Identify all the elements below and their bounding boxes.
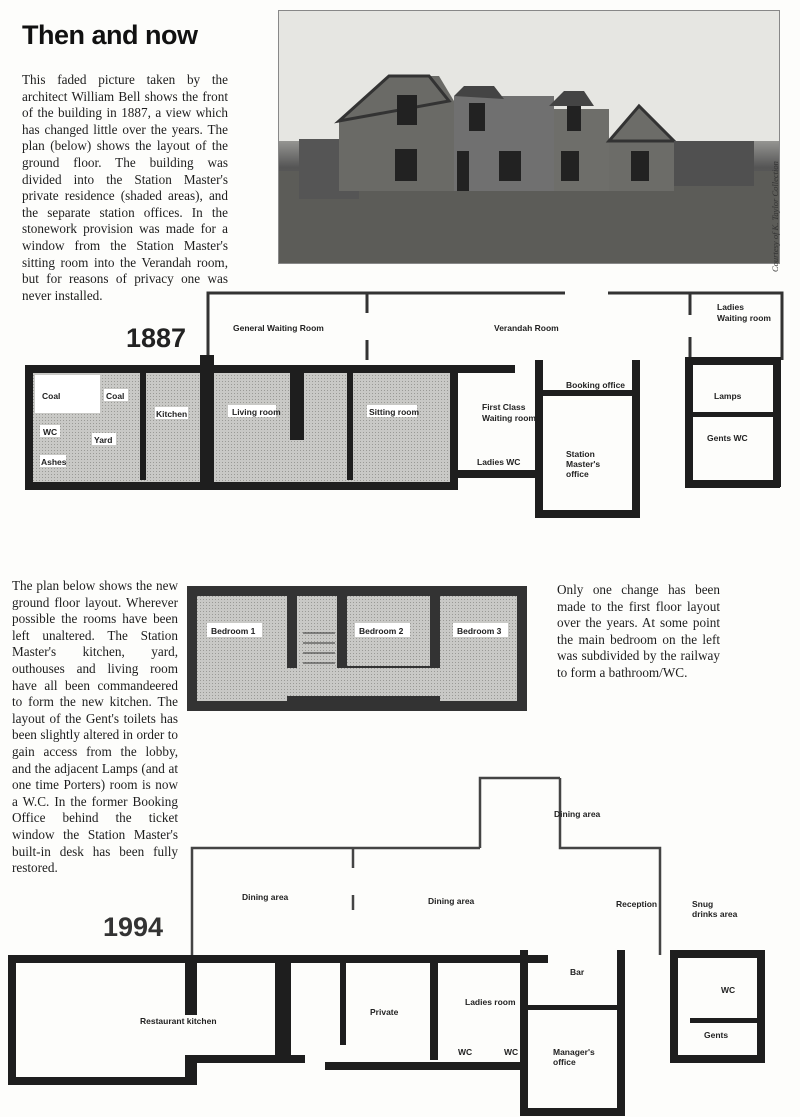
label-bar: Bar <box>570 967 585 977</box>
page-title: Then and now <box>22 20 198 50</box>
label-dining-area-1: Dining area <box>242 892 289 902</box>
label-private: Private <box>370 1007 399 1017</box>
label-lamps: Lamps <box>714 391 742 401</box>
label-booking-office: Booking office <box>566 380 626 390</box>
residence-shaded-area <box>30 365 450 485</box>
label-dining-area-3: Dining area <box>554 809 601 819</box>
intro-paragraph: This faded picture taken by the architect William Bell shows the front of the building in 1887, a view which has changed little over the years. The plan (below) shows the layout of the ground floor. The building was divided into the Station Master's private residence (shaded areas), and the separate station offices. In the stonework provision was made for a window from the Station Master's sitting room into the Verandah room, but for reasons of privacy one was never installed. <box>22 72 228 303</box>
photo-credit: Courtesy of K. Taylor Collection <box>770 161 780 272</box>
first-floor-plan <box>185 578 535 718</box>
label-managers: Manager's <box>553 1047 595 1057</box>
new-layout-paragraph: The plan below shows the new ground floor layout. Wherever possible the rooms have been left unaltered. The Station Master's kitchen, yard, outhouses and living room have all been commandeered to form the new kitchen. The layout of the Gent's toilets has been slightly altered in order to gain access from the lobby, and the adjacent Lamps (and at one time Porters) room is now a W.C. In the former Booking Office behind the ticket window the Station Master's built-in desk has been fully restored. <box>12 578 178 876</box>
label-living-room: Living room <box>232 407 281 417</box>
label-wc: WC <box>43 427 58 437</box>
label-verandah-room: Verandah Room <box>494 323 559 333</box>
label-bedroom-1: Bedroom 1 <box>211 626 256 636</box>
label-office: office <box>566 469 589 479</box>
label-wc-2: WC <box>504 1047 519 1057</box>
label-ladies-wc: Ladies WC <box>477 457 521 467</box>
label-bedroom-2: Bedroom 2 <box>359 626 404 636</box>
label-kitchen: Kitchen <box>156 409 188 419</box>
label-drinks-area: drinks area <box>692 909 738 919</box>
label-snug: Snug <box>692 899 714 909</box>
label-ladies-room: Ladies room <box>465 997 516 1007</box>
label-yard: Yard <box>94 435 113 445</box>
station-building-photo <box>279 11 779 263</box>
label-ashes: Ashes <box>41 457 67 467</box>
floor-plan-1887 <box>0 285 800 525</box>
label-waiting-room: Waiting room <box>482 413 536 423</box>
label-wc-1: WC <box>458 1047 473 1057</box>
label-sitting-room: Sitting room <box>369 407 420 417</box>
floor-plan-1994 <box>0 750 800 1117</box>
label-restaurant-kitchen: Restaurant kitchen <box>140 1016 217 1026</box>
label-general-waiting-room: General Waiting Room <box>233 323 324 333</box>
label-coal-1: Coal <box>42 391 61 401</box>
label-masters: Master's <box>566 459 601 469</box>
first-floor-paragraph: Only one change has been made to the first floor layout over the years. At some point the main bedroom on the left was subdivided by the railway to form a bathroom/WC. <box>557 582 720 680</box>
extension-outline <box>192 778 660 955</box>
label-coal-2: Coal <box>106 391 125 401</box>
label-ladies-waiting: Waiting room <box>717 313 771 323</box>
label-gents-wc: Gents WC <box>707 433 748 443</box>
label-managers-office: office <box>553 1057 576 1067</box>
historic-photo <box>278 10 780 264</box>
walls-1994 <box>8 950 765 1116</box>
label-dining-area-2: Dining area <box>428 896 475 906</box>
label-first-class: First Class <box>482 402 526 412</box>
plan-1887-year: 1887 <box>126 323 187 353</box>
plan-1994-year: 1994 <box>103 912 164 942</box>
label-reception: Reception <box>616 899 658 909</box>
label-gents: Gents <box>704 1030 729 1040</box>
label-wc-3: WC <box>721 985 736 995</box>
label-bedroom-3: Bedroom 3 <box>457 626 502 636</box>
label-ladies: Ladies <box>717 302 744 312</box>
label-station: Station <box>566 449 595 459</box>
